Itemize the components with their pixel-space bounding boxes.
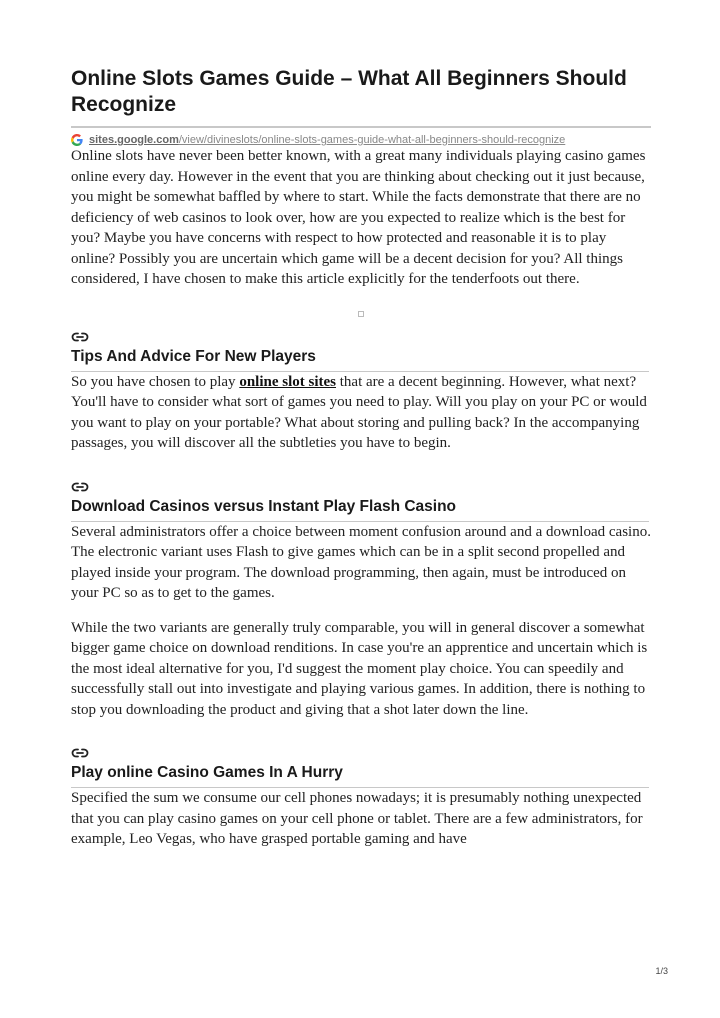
section-paragraph: So you have chosen to play online slot sites that are a decent beginning. However, what next? You'll have to consider what sort of games you need to play. Will you play on your PC or would you want to play on your portable? What about storing and pulling back? In the accompanying passages, you will discover all the subtleties you have to begin. bbox=[71, 373, 647, 451]
section-download bbox=[71, 480, 651, 721]
article-title: Online Slots Games Guide – What All Beginners Should Recognize bbox=[71, 67, 627, 116]
online-slot-sites-link[interactable]: online slot sites bbox=[239, 373, 336, 390]
section-paragraph: Several administrators offer a choice between moment confusion around and a download casino. The electronic variant uses Flash to give games which can be in a split second propelled and played inside your program. The download programming, then again, must be introduced on your PC so as to get to the games. bbox=[71, 523, 651, 601]
intro-paragraph: Online slots have never been better known, with a great many individuals playing casino games online every day. However in the event that you are thinking about checking out it just because, you might be somewhat baffled by where to start. While the facts demonstrate that there are no deficiency of web casinos to look over, how are you expected to realize which is the best for you? Maybe you have concerns with respect to how protected and reasonable it is to play online? Possibly you are uncertain which game will be a decent decision for you? All things considered, I have chosen to make this article explicitly for the tenderfoots out there. bbox=[71, 148, 646, 287]
section-heading: Tips And Advice For New Players bbox=[71, 347, 316, 365]
source-line bbox=[71, 134, 651, 146]
section-tips bbox=[71, 330, 651, 454]
title-divider bbox=[71, 126, 651, 128]
section-heading: Download Casinos versus Instant Play Flash Casino bbox=[71, 497, 457, 515]
source-path-link[interactable]: /view/divineslots/online-slots-games-guide-what-all-beginners-should-recognize bbox=[178, 134, 566, 146]
section-paragraph: While the two variants are generally truly comparable, you will in general discover a somewhat bigger game choice on download renditions. In case you're an apprentice and uncertain which is the most ideal alternative for you, I'd suggest the moment play choice. You can speedily and successfully stall out into investigate and playing various games. In addition, there is nothing to stop you downloading the product and giving that a shot later down the line. bbox=[71, 619, 648, 718]
link-icon bbox=[71, 480, 89, 494]
google-g-icon bbox=[71, 134, 83, 146]
section-play-hurry bbox=[71, 746, 651, 850]
section-heading: Play online Casino Games In A Hurry bbox=[71, 764, 343, 781]
document-page bbox=[71, 66, 651, 850]
source-host-link[interactable]: sites.google.com bbox=[89, 134, 179, 146]
embedded-image-placeholder bbox=[71, 304, 651, 314]
page-number: 1/3 bbox=[655, 966, 668, 976]
link-icon bbox=[71, 330, 89, 344]
link-icon bbox=[71, 746, 89, 760]
section-paragraph: Specified the sum we consume our cell phones nowadays; it is presumably nothing unexpected that you can play casino games on your cell phone or tablet. There are a few administrators, for example, Leo Vegas, who have grasped portable gaming and have bbox=[71, 790, 643, 847]
